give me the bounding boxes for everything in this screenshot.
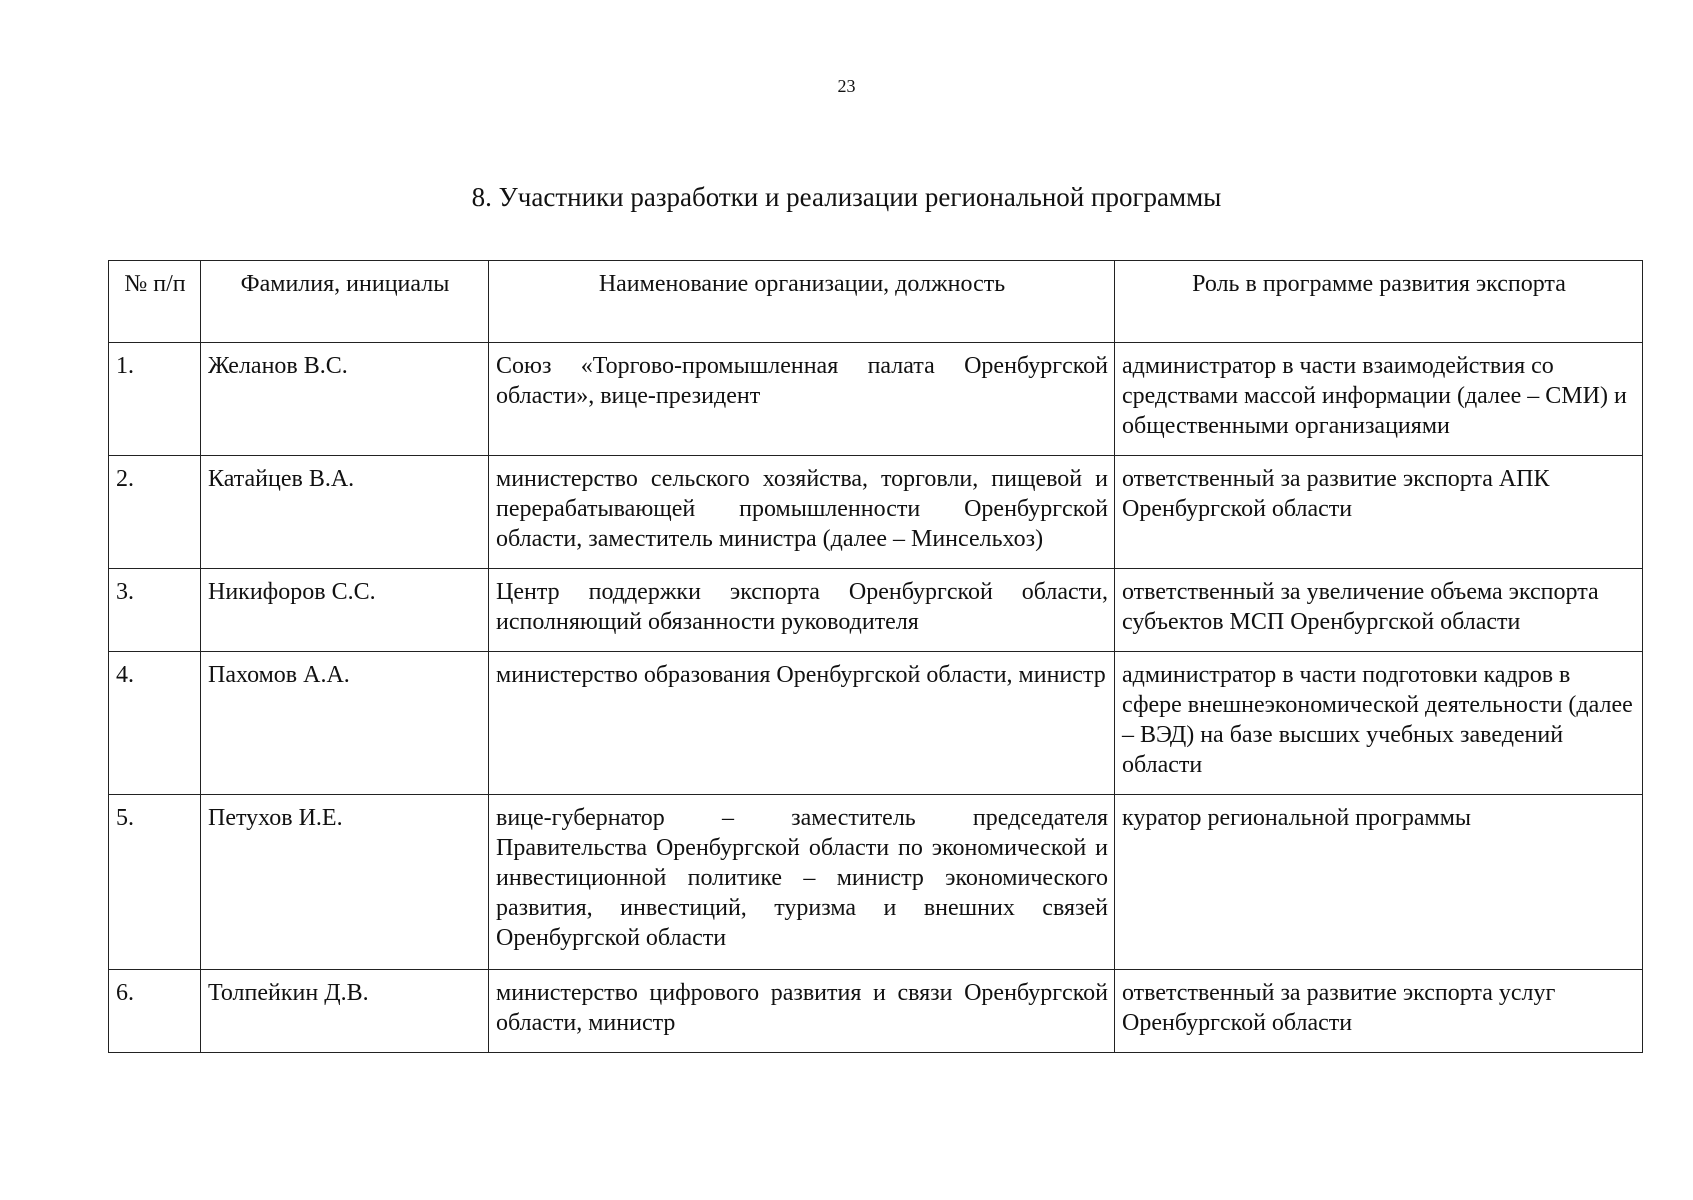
cell-name: Пахомов А.А.: [201, 652, 489, 795]
cell-num: 4.: [109, 652, 201, 795]
cell-role: куратор региональной программы: [1115, 795, 1643, 970]
cell-name: Никифоров С.С.: [201, 569, 489, 652]
cell-role: ответственный за развитие экспорта АПК Оренбургской области: [1115, 456, 1643, 569]
cell-org: министерство сельского хозяйства, торговли, пищевой и перерабатывающей промышленности Оренбургской области, заместитель министра (далее – Минсельхоз): [489, 456, 1115, 569]
cell-name: Желанов В.С.: [201, 343, 489, 456]
cell-role: ответственный за развитие экспорта услуг Оренбургской области: [1115, 970, 1643, 1053]
cell-name: Толпейкин Д.В.: [201, 970, 489, 1053]
cell-num: 6.: [109, 970, 201, 1053]
cell-num: 1.: [109, 343, 201, 456]
cell-org: министерство цифрового развития и связи Оренбургской области, министр: [489, 970, 1115, 1053]
cell-org: Центр поддержки экспорта Оренбургской области, исполняющий обязанности руководителя: [489, 569, 1115, 652]
cell-role: администратор в части подготовки кадров в сфере внешнеэкономической деятельности (далее – ВЭД) на базе высших учебных заведений области: [1115, 652, 1643, 795]
page-number: 23: [837, 76, 856, 96]
cell-name: Катайцев В.А.: [201, 456, 489, 569]
cell-org: вице-губернатор – заместитель председателя Правительства Оренбургской области по экономической и инвестиционной политике – министр экономического развития, инвестиций, туризма и внешних связей Оренбургской области: [489, 795, 1115, 970]
header-org: Наименование организации, должность: [489, 261, 1115, 343]
table-row: [109, 970, 1643, 1053]
cell-name: Петухов И.Е.: [201, 795, 489, 970]
participants-table: [108, 260, 1643, 1053]
header-role: Роль в программе развития экспорта: [1115, 261, 1643, 343]
header-num: № п/п: [109, 261, 201, 343]
cell-org: Союз «Торгово-промышленная палата Оренбургской области», вице-президент: [489, 343, 1115, 456]
cell-num: 2.: [109, 456, 201, 569]
cell-num: 5.: [109, 795, 201, 970]
cell-role: администратор в части взаимодействия со средствами массой информации (далее – СМИ) и общественными организациями: [1115, 343, 1643, 456]
table-row: [109, 569, 1643, 652]
cell-num: 3.: [109, 569, 201, 652]
table-row: [109, 652, 1643, 795]
cell-role: ответственный за увеличение объема экспорта субъектов МСП Оренбургской области: [1115, 569, 1643, 652]
section-title: 8. Участники разработки и реализации региональной программы: [471, 182, 1222, 212]
table-row: [109, 343, 1643, 456]
table-row: [109, 795, 1643, 970]
cell-org: министерство образования Оренбургской области, министр: [489, 652, 1115, 795]
table-header-row: [109, 261, 1643, 343]
header-name: Фамилия, инициалы: [201, 261, 489, 343]
table-row: [109, 456, 1643, 569]
